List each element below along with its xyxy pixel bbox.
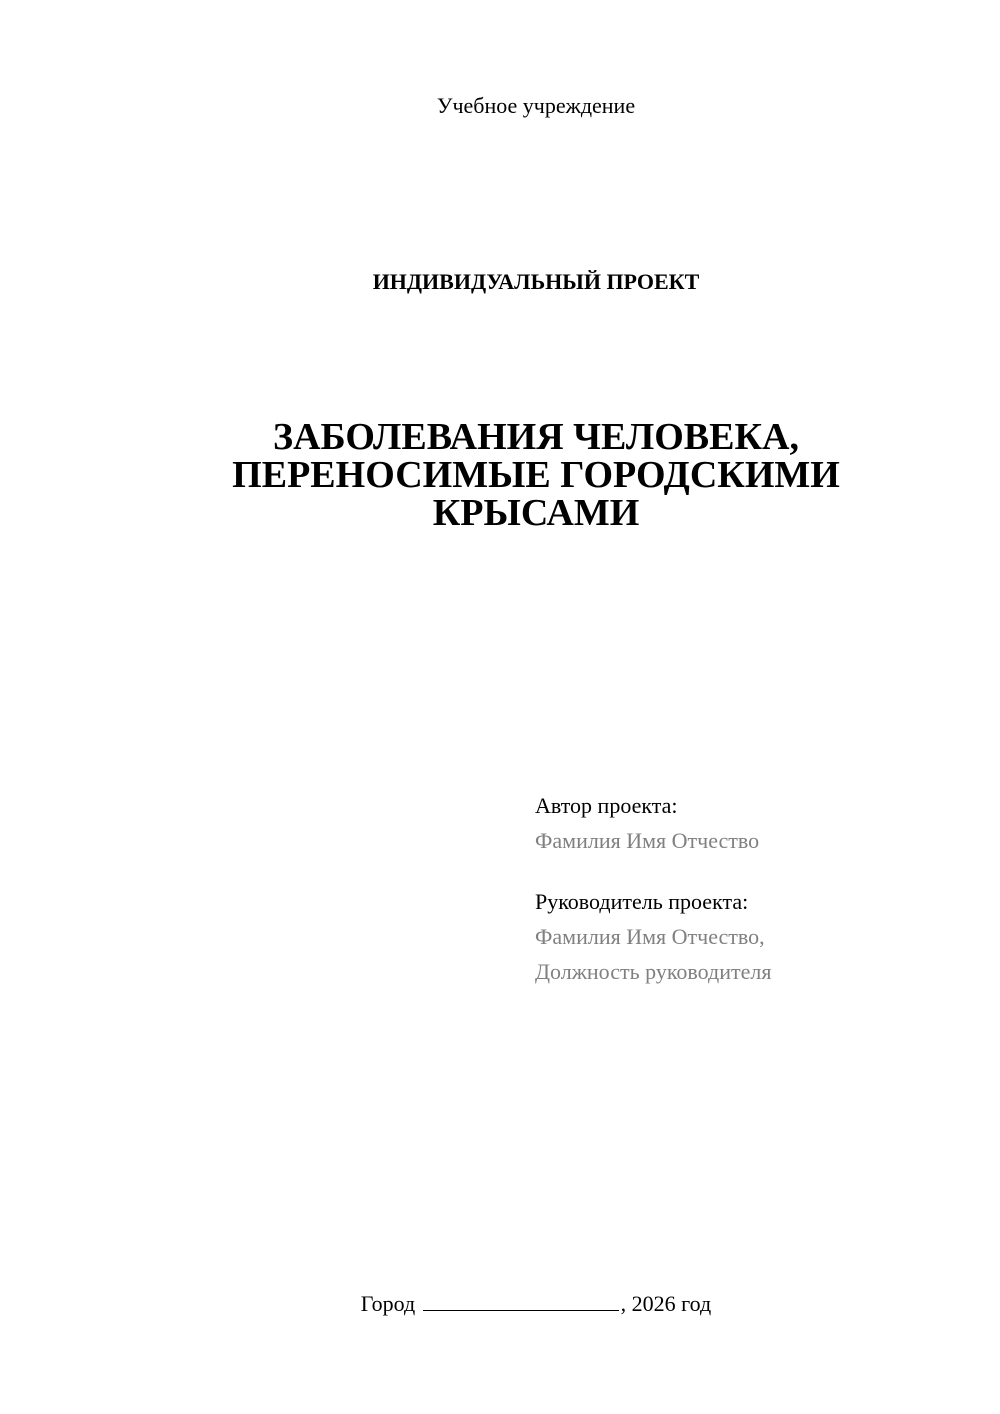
footer-city-year	[0, 1290, 1000, 1318]
year-text: , 2026 год	[620, 1291, 712, 1316]
institution-name: Учебное учреждение	[436, 93, 636, 118]
supervisor-position: Должность руководителя	[535, 959, 772, 984]
supervisor-name: Фамилия Имя Отчество,	[535, 924, 765, 949]
project-title-line-3: КРЫСАМИ	[432, 492, 640, 534]
author-label: Автор проекта:	[535, 793, 678, 818]
supervisor-label: Руководитель проекта:	[535, 889, 749, 914]
document-type: ИНДИВИДУАЛЬНЫЙ ПРОЕКТ	[372, 269, 700, 294]
project-title-line-1: ЗАБОЛЕВАНИЯ ЧЕЛОВЕКА,	[273, 416, 799, 458]
city-label: Город	[360, 1291, 416, 1316]
author-name: Фамилия Имя Отчество	[535, 828, 760, 853]
project-title	[0, 418, 1000, 532]
credits-spacer	[535, 858, 975, 884]
project-title-line-2: ПЕРЕНОСИМЫЕ ГОРОДСКИМИ	[232, 454, 840, 496]
city-blank-line	[423, 1290, 619, 1311]
credits-block	[535, 788, 975, 989]
